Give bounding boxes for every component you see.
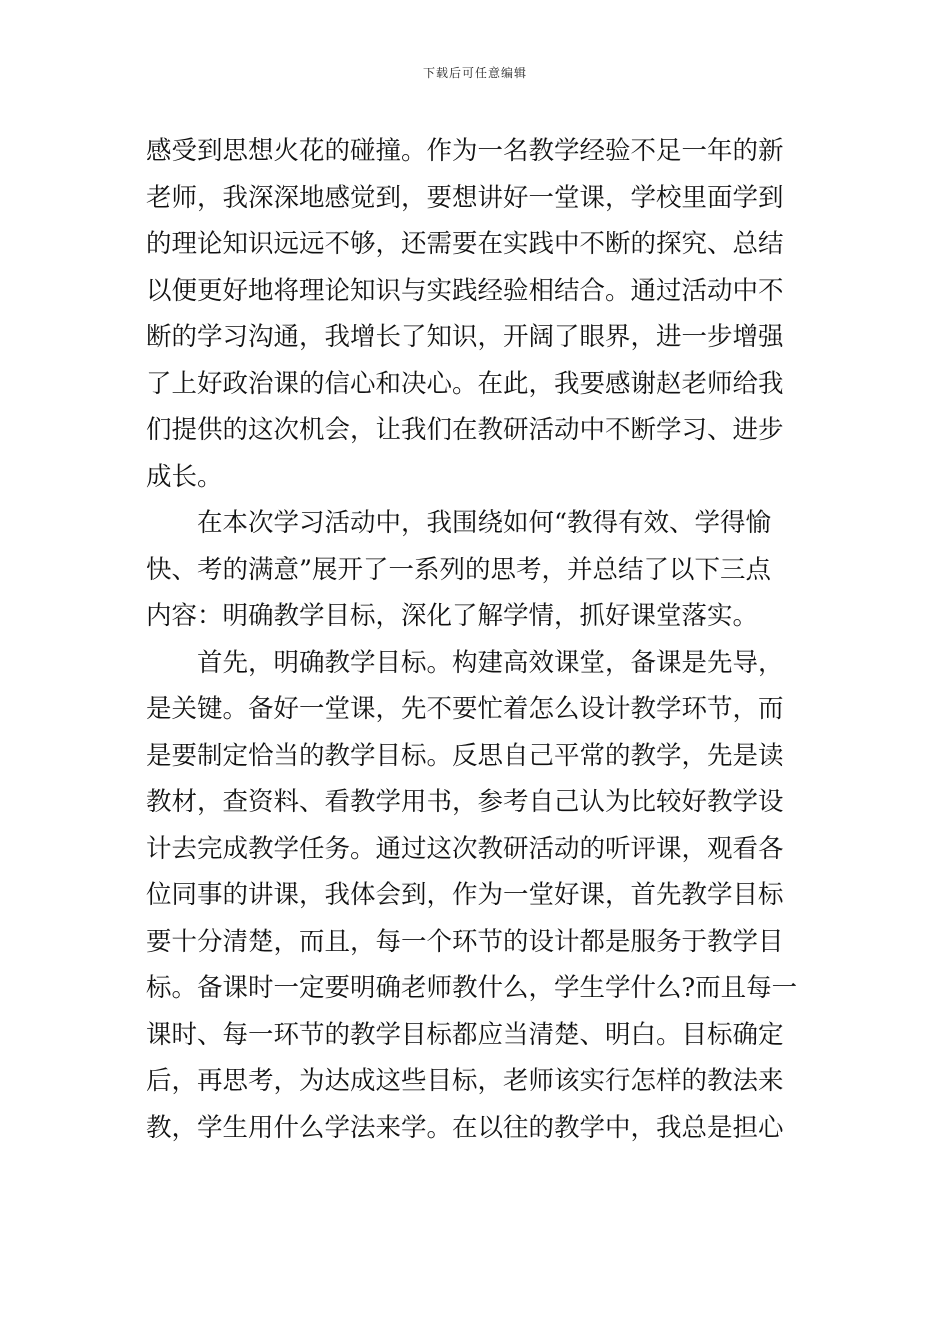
text-line: 了上好政治课的信心和决心。在此，我要感谢赵老师给我 <box>146 368 784 399</box>
text-line: 成长。 <box>146 461 223 492</box>
text-line: 的理论知识远远不够，还需要在实践中不断的探究、总结 <box>146 229 784 259</box>
text-line: 快、考的满意”展开了一系列的思考，并总结了以下三点 <box>146 554 772 585</box>
text-line: 是要制定恰当的教学目标。反思自己平常的教学，先是读 <box>146 740 784 771</box>
text-line: 以便更好地将理论知识与实践经验相结合。通过活动中不 <box>146 275 784 306</box>
text-line: 老师，我深深地感觉到，要想讲好一堂课，学校里面学到 <box>146 182 784 213</box>
text-line: 们提供的这次机会，让我们在教研活动中不断学习、进步 <box>146 415 784 445</box>
text-line: 位同事的讲课，我体会到，作为一堂好课，首先教学目标 <box>146 880 784 910</box>
text-line: 教，学生用什么学法来学。在以往的教学中，我总是担心 <box>146 1112 784 1143</box>
text-line: 课时、每一环节的教学目标都应当清楚、明白。目标确定 <box>146 1019 784 1050</box>
text-line: 断的学习沟通，我增长了知识，开阔了眼界，进一步增强 <box>146 322 784 352</box>
text-line: 首先，明确教学目标。构建高效课堂，备课是先导， <box>197 647 784 678</box>
text-line: 后，再思考，为达成这些目标，老师该实行怎样的教法来 <box>146 1066 784 1096</box>
text-line: 内容：明确教学目标，深化了解学情，抓好课堂落实。 <box>146 601 759 631</box>
body-text <box>146 128 808 1151</box>
text-line: 要十分清楚，而且，每一个环节的设计都是服务于教学目 <box>146 926 784 957</box>
header-note: 下载后可任意编辑 <box>422 66 527 80</box>
text-line: 感受到思想火花的碰撞。作为一名教学经验不足一年的新 <box>146 136 784 166</box>
text-line: 是关键。备好一堂课，先不要忙着怎么设计教学环节，而 <box>146 694 784 724</box>
text-line: 计去完成教学任务。通过这次教研活动的听评课，观看各 <box>146 833 784 864</box>
text-line: 教材，查资料、看教学用书，参考自己认为比较好教学设 <box>146 787 784 817</box>
text-line: 标。备课时一定要明确老师教什么，学生学什么?而且每一 <box>146 973 798 1003</box>
text-line: 在本次学习活动中，我围绕如何“教得有效、学得愉 <box>197 508 772 538</box>
